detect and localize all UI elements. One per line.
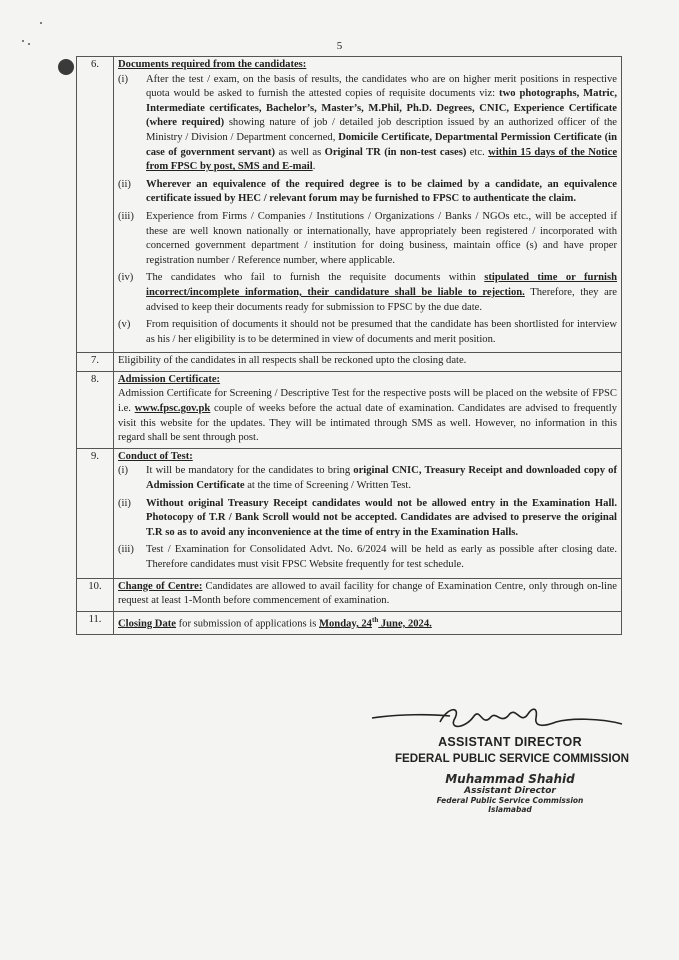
row-number: 7.: [77, 353, 114, 372]
row-content: [114, 371, 622, 448]
text-run: Closing Date: [118, 618, 176, 630]
signatory-title: ASSISTANT DIRECTOR: [438, 735, 582, 749]
list-item: [118, 210, 617, 268]
item-numeral: (iv): [118, 272, 134, 284]
item-text: [146, 318, 617, 347]
text-run: From requisition of documents it should not be presumed that the candidate has been shortlisted for interview as his / her eligibility is to be determined in view of documents and merit position.: [146, 319, 617, 345]
text-run: Without original Treasury Receipt candidates would not be allowed entry in the Examination Hall. Photocopy of T.R / Bank Scroll would not be accepted. Candidates are advised to preserve the original T.R so as to avoid any inconvenience at the time of entry in the Examination Halls.: [146, 497, 617, 538]
row-content: [114, 578, 622, 611]
text-run: Wherever an equivalence of the required degree is to be claimed by a candidate, an equivalence certificate issued by HEC / relevant forum may be furnished to FPSC to authenticate the claim.: [146, 178, 617, 205]
text-run: as well as: [275, 146, 325, 158]
stamp-name: Muhammad Shahid: [445, 772, 575, 786]
row-number: 10.: [77, 578, 114, 611]
text-run: Domicile Certificate, Departmental Permission Certificate (in case of government servant): [146, 131, 617, 158]
text-run: stipulated time or furnish incorrect/incomplete information, their candidature shall be liable to rejection.: [146, 272, 618, 298]
table-row: [77, 448, 622, 578]
row-number: 11.: [77, 611, 114, 634]
item-text: [146, 271, 617, 315]
section-heading: Documents required from the candidates:: [118, 59, 307, 70]
list-item: [118, 271, 617, 315]
text-run: Therefore, they are advised to keep their documents ready for submission to FPSC by the due date.: [146, 286, 617, 313]
text-run: original CNIC, Treasury Receipt and downloaded copy of Admission Certificate: [146, 465, 617, 492]
item-text: [146, 73, 617, 175]
item-numeral: (i): [118, 73, 128, 85]
binder-hole: [58, 59, 74, 75]
text-run: Test / Examination for Consolidated Advt. No. 6/2024 will be held as early as possible after closing date. Therefore candidates must visit FPSC Website frequently for test schedule.: [146, 544, 617, 570]
row-content: [114, 353, 622, 372]
list-item: [118, 178, 617, 207]
section-heading: Conduct of Test:: [118, 450, 193, 462]
text-run: Admission Certificate for Screening / Descriptive Test for the respective posts will be placed on the website of FPSC i.e.: [118, 388, 617, 415]
list-item: [118, 543, 617, 572]
text-run: It will be mandatory for the candidates to bring: [146, 465, 354, 477]
list-item: [118, 73, 617, 175]
text-run: showing nature of job / detailed job description issued by an authorized officer of the Ministry / Division / Department concerned,: [146, 117, 617, 143]
text-run: Experience from Firms / Companies / Institutions / Organizations / Banks / NGOs etc., will be accepted if these are well known nationally or internationally, have appropriately been registered / incorporated with concerned government department / institution for doing business, maintain office (s) and have proper registration number / Reference number, where applicable.: [146, 210, 617, 266]
text-run: th: [371, 615, 379, 624]
table-row: [77, 57, 622, 353]
table-row: [77, 371, 622, 448]
section-heading: Admission Certificate:: [118, 373, 221, 385]
row-number: 6.: [77, 57, 114, 353]
text-run: Change of Centre:: [118, 580, 203, 592]
text-run: June, 2024.: [378, 618, 432, 630]
text-run: etc.: [466, 146, 489, 158]
stamp-city: Islamabad: [488, 805, 532, 814]
item-numeral: (ii): [118, 178, 131, 190]
text-run: Monday, 24: [319, 618, 372, 630]
item-numeral: (ii): [118, 497, 131, 509]
row-paragraph: [118, 613, 617, 632]
row-text: Eligibility of the candidates in all respects shall be reckoned upto the closing date.: [118, 355, 467, 367]
requirements-table: [76, 56, 622, 635]
list-item: [118, 497, 617, 541]
text-run: two photographs, Matric, Intermediate certificates, Bachelor’s, Master’s, M.Phil, Ph.D. Degrees, CNIC, Experience Certificate (where required): [146, 88, 617, 129]
row-number: 9.: [77, 448, 114, 578]
item-numeral: (iii): [118, 544, 134, 556]
text-run: www.fpsc.gov.pk: [134, 403, 211, 415]
text-run: Original TR (in non-test cases): [324, 146, 467, 158]
item-text: [146, 178, 617, 207]
list-item: [118, 318, 617, 347]
table-row: [77, 578, 622, 611]
stamp-title: Assistant Director: [464, 786, 556, 796]
stamp-organization: Federal Public Service Commission: [436, 796, 584, 805]
text-run: at the time of Screening / Written Test.: [244, 480, 411, 492]
text-run: .: [312, 161, 316, 173]
table-row: [77, 611, 622, 634]
item-numeral: (i): [118, 465, 128, 477]
row-content: [114, 57, 622, 353]
item-numeral: (v): [118, 319, 131, 331]
row-content: [114, 448, 622, 578]
item-text: [146, 543, 617, 572]
row-number: 8.: [77, 371, 114, 448]
list-item: [118, 464, 617, 493]
item-text: [146, 497, 617, 541]
text-run: Candidates are allowed to avail facility for change of Examination Centre, only through on-line request at least 1-Month before commencement of examination.: [118, 580, 617, 607]
text-run: The candidates who fail to furnish the requisite documents within: [146, 272, 485, 284]
text-run: After the test / exam, on the basis of results, the candidates who are on higher merit positions in respective quota would be asked to furnish the attested copies of requisite documents viz:: [146, 73, 617, 100]
text-run: couple of weeks before the actual date of examination. Candidates are advised to frequently visit this website for the updates. They will be intimated through SMS as well. However, no information in this regard shall be sent through post.: [118, 403, 617, 444]
row-paragraph: [118, 387, 617, 445]
text-run: within 15 days of the Notice from FPSC by post, SMS and E-mail: [146, 146, 618, 173]
item-text: [146, 464, 617, 493]
page-number: 5: [336, 40, 343, 52]
text-run: for submission of applications is: [175, 618, 319, 630]
item-numeral: (iii): [118, 210, 134, 222]
table-row: [77, 353, 622, 372]
row-content: [114, 611, 622, 634]
official-stamp: [410, 772, 610, 814]
signature-scribble: [370, 700, 630, 740]
row-paragraph: [118, 580, 617, 609]
item-text: [146, 210, 617, 268]
signatory-organization: FEDERAL PUBLIC SERVICE COMMISSION: [394, 752, 630, 765]
